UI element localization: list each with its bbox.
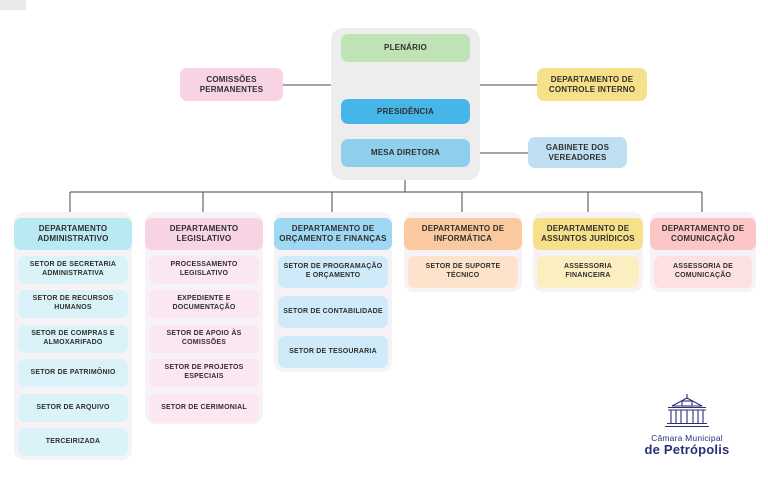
node-label: SETOR DE CONTABILIDADE [283, 307, 383, 315]
node-departamento-orcamento-financas[interactable] [274, 218, 392, 250]
node-setor-recursos-humanos[interactable] [18, 290, 128, 318]
node-plenario[interactable] [341, 34, 470, 62]
node-setor-arquivo[interactable] [18, 394, 128, 422]
node-label: ASSESSORIA DE COMUNICAÇÃO [673, 263, 733, 279]
node-label: DEPARTAMENTO DE INFORMÁTICA [421, 224, 505, 243]
node-label: SETOR DE SUPORTE TÉCNICO [425, 263, 501, 279]
logo-line2: de Petrópolis [644, 442, 730, 457]
node-setor-projetos-especiais[interactable] [149, 359, 259, 387]
node-label: DEPARTAMENTO DE ASSUNTOS JURÍDICOS [541, 224, 635, 243]
node-gabinete-vereadores[interactable] [528, 137, 627, 168]
node-label: PLENÁRIO [384, 43, 427, 52]
node-label: SETOR DE SECRETARIA ADMINISTRATIVA [29, 261, 117, 277]
node-label: SETOR DE APOIO ÀS COMISSÕES [166, 330, 242, 346]
node-label: DEPARTAMENTO DE COMUNICAÇÃO [661, 224, 745, 243]
node-label: EXPEDIENTE E DOCUMENTAÇÃO [172, 295, 236, 311]
node-label: DEPARTAMENTO DE CONTROLE INTERNO [548, 74, 636, 94]
node-departamento-legislativo[interactable] [145, 218, 263, 250]
node-label: DEPARTAMENTO LEGISLATIVO [169, 224, 239, 243]
camara-building-icon [658, 392, 716, 432]
node-departamento-controle-interno[interactable] [537, 68, 647, 101]
node-label: PROCESSAMENTO LEGISLATIVO [170, 261, 238, 277]
node-departamento-informatica[interactable] [404, 218, 522, 250]
node-label: SETOR DE CERIMONIAL [161, 403, 247, 411]
node-mesa-diretora[interactable] [341, 139, 470, 167]
node-label: PRESIDÊNCIA [377, 106, 434, 116]
node-label: DEPARTAMENTO DE ORÇAMENTO E FINANÇAS [279, 224, 387, 243]
node-expediente-documentacao[interactable] [149, 290, 259, 318]
node-setor-tesouraria[interactable] [278, 336, 388, 368]
node-label: SETOR DE PATRIMÔNIO [30, 368, 116, 376]
node-setor-contabilidade[interactable] [278, 296, 388, 328]
node-label: GABINETE DOS VEREADORES [545, 142, 610, 162]
node-comissoes-permanentes[interactable] [180, 68, 283, 101]
top-left-bar [0, 0, 26, 10]
node-assessoria-comunicacao[interactable] [654, 256, 752, 288]
node-label: ASSESSORIA FINANCEIRA [564, 263, 612, 279]
node-label: SETOR DE PROJETOS ESPECIAIS [164, 364, 244, 380]
node-assessoria-financeira[interactable] [537, 256, 639, 288]
node-departamento-assuntos-juridicos[interactable] [533, 218, 643, 250]
node-processamento-legislativo[interactable] [149, 256, 259, 284]
node-setor-secretaria-administrativa[interactable] [18, 256, 128, 284]
node-setor-patrimonio[interactable] [18, 359, 128, 387]
node-setor-cerimonial[interactable] [149, 394, 259, 422]
node-setor-programacao-orcamento[interactable] [278, 256, 388, 288]
node-label: SETOR DE COMPRAS E ALMOXARIFADO [31, 330, 115, 346]
node-label: COMISSÕES PERMANENTES [199, 74, 264, 94]
logo-line1: Câmara Municipal [651, 433, 723, 443]
node-label: MESA DIRETORA [370, 148, 441, 157]
node-presidencia[interactable] [341, 99, 470, 124]
logo [632, 392, 742, 457]
node-terceirizada[interactable] [18, 428, 128, 456]
node-label: SETOR DE PROGRAMAÇÃO E ORÇAMENTO [283, 263, 383, 279]
node-label: DEPARTAMENTO ADMINISTRATIVO [37, 224, 109, 243]
node-label: SETOR DE RECURSOS HUMANOS [32, 295, 114, 311]
node-departamento-administrativo[interactable] [14, 218, 132, 250]
node-setor-apoio-comissoes[interactable] [149, 325, 259, 353]
node-departamento-comunicacao[interactable] [650, 218, 756, 250]
node-label: SETOR DE TESOURARIA [289, 347, 377, 355]
node-setor-suporte-tecnico[interactable] [408, 256, 518, 288]
node-label: SETOR DE ARQUIVO [36, 403, 110, 411]
node-label: TERCEIRIZADA [45, 437, 101, 445]
node-setor-compras-almoxarifado[interactable] [18, 325, 128, 353]
